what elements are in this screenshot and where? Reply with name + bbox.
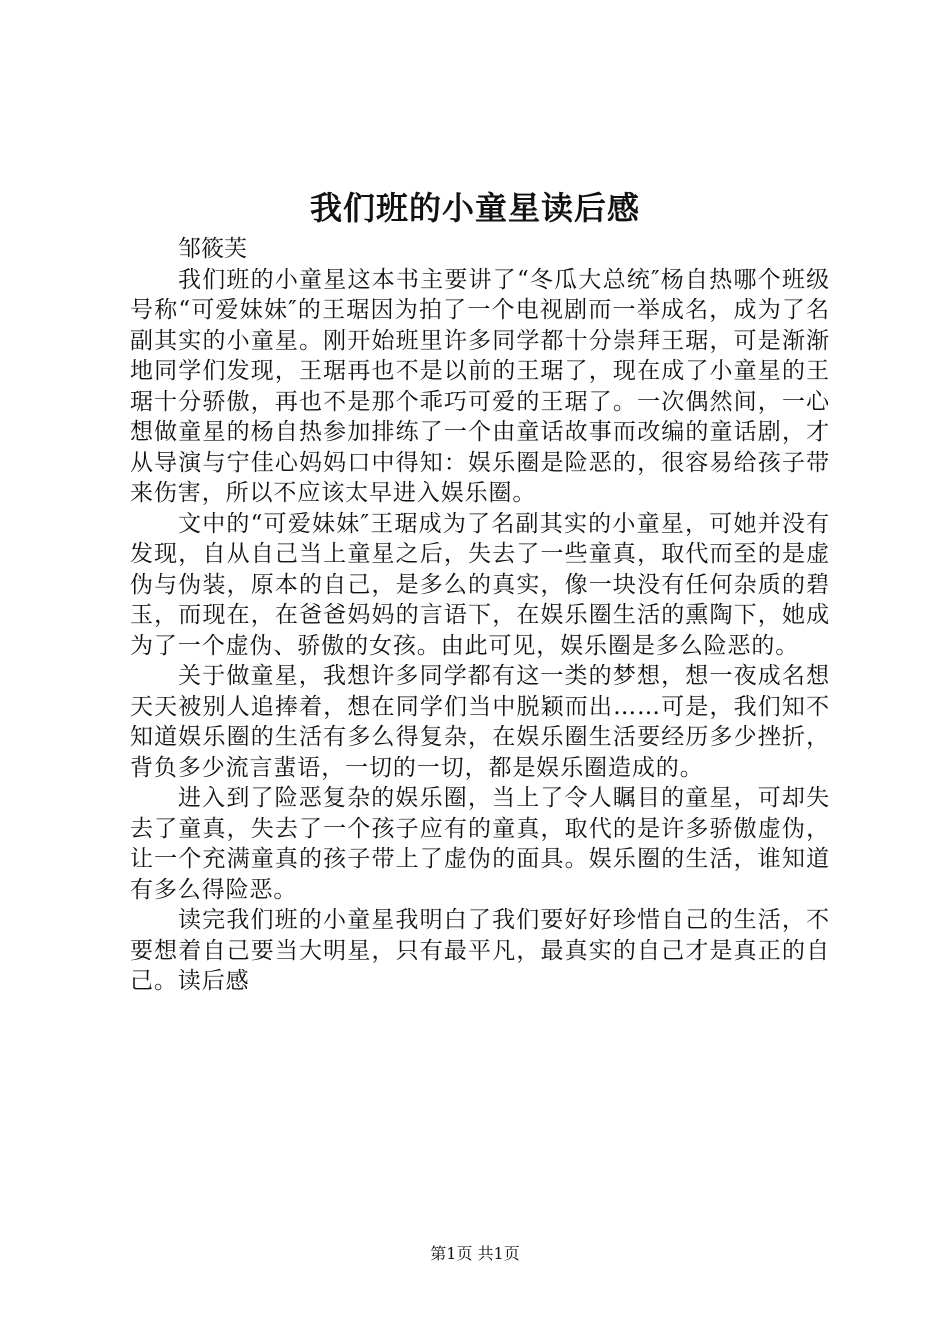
document-title: 我们班的小童星读后感 — [309, 189, 640, 227]
paragraph-4: 进入到了险恶复杂的娱乐圈，当上了令人瞩目的童星，可却失去了童真，失去了一个孩子应有的童真，取代的是许多骄傲虚伪，让一个充满童真的孩子带上了虚伪的面具。娱乐圈的生活，谁知道有多么得险恶。 — [130, 785, 830, 903]
paragraph-3: 关于做童星，我想许多同学都有这一类的梦想，想一夜成名想天天被别人追捧着，想在同学们当中脱颖而出……可是，我们知不知道娱乐圈的生活有多么得复杂，在娱乐圈生活要经历多少挫折，背负多少流言蜚语，一切的一切，都是娱乐圈造成的。 — [130, 663, 830, 781]
document-body — [130, 234, 830, 997]
author-name: 邹筱芙 — [178, 236, 247, 262]
paragraph-5: 读完我们班的小童星我明白了我们要好好珍惜自己的生活，不要想着自己要当大明星，只有最平凡，最真实的自己才是真正的自己。读后感 — [130, 907, 830, 994]
page-footer: 第1页 共1页 — [430, 1244, 520, 1263]
paragraph-2: 文中的“可爱妹妹″王琚成为了名副其实的小童星，可她并没有发现，自从自己当上童星之后，失去了一些童真，取代而至的是虚伪与伪装，原本的自己，是多么的真实，像一块没有任何杂质的碧玉，而现在，在爸爸妈妈的言语下，在娱乐圈生活的熏陶下，她成为了一个虚伪、骄傲的女孩。由此可见，娱乐圈是多么险恶的。 — [130, 510, 830, 659]
paragraph-1: 我们班的小童星这本书主要讲了“冬瓜大总统″杨自热哪个班级号称“可爱妹妹″的王琚因为拍了一个电视剧而一举成名，成为了名副其实的小童星。刚开始班里许多同学都十分崇拜王琚，可是渐渐地同学们发现，王琚再也不是以前的王琚了，现在成了小童星的王琚十分骄傲，再也不是那个乖巧可爱的王琚了。一次偶然间，一心想做童星的杨自热参加排练了一个由童话故事而改编的童话剧，才从导演与宁佳心妈妈口中得知：娱乐圈是险恶的，很容易给孩子带来伤害，所以不应该太早进入娱乐圈。 — [130, 266, 830, 506]
